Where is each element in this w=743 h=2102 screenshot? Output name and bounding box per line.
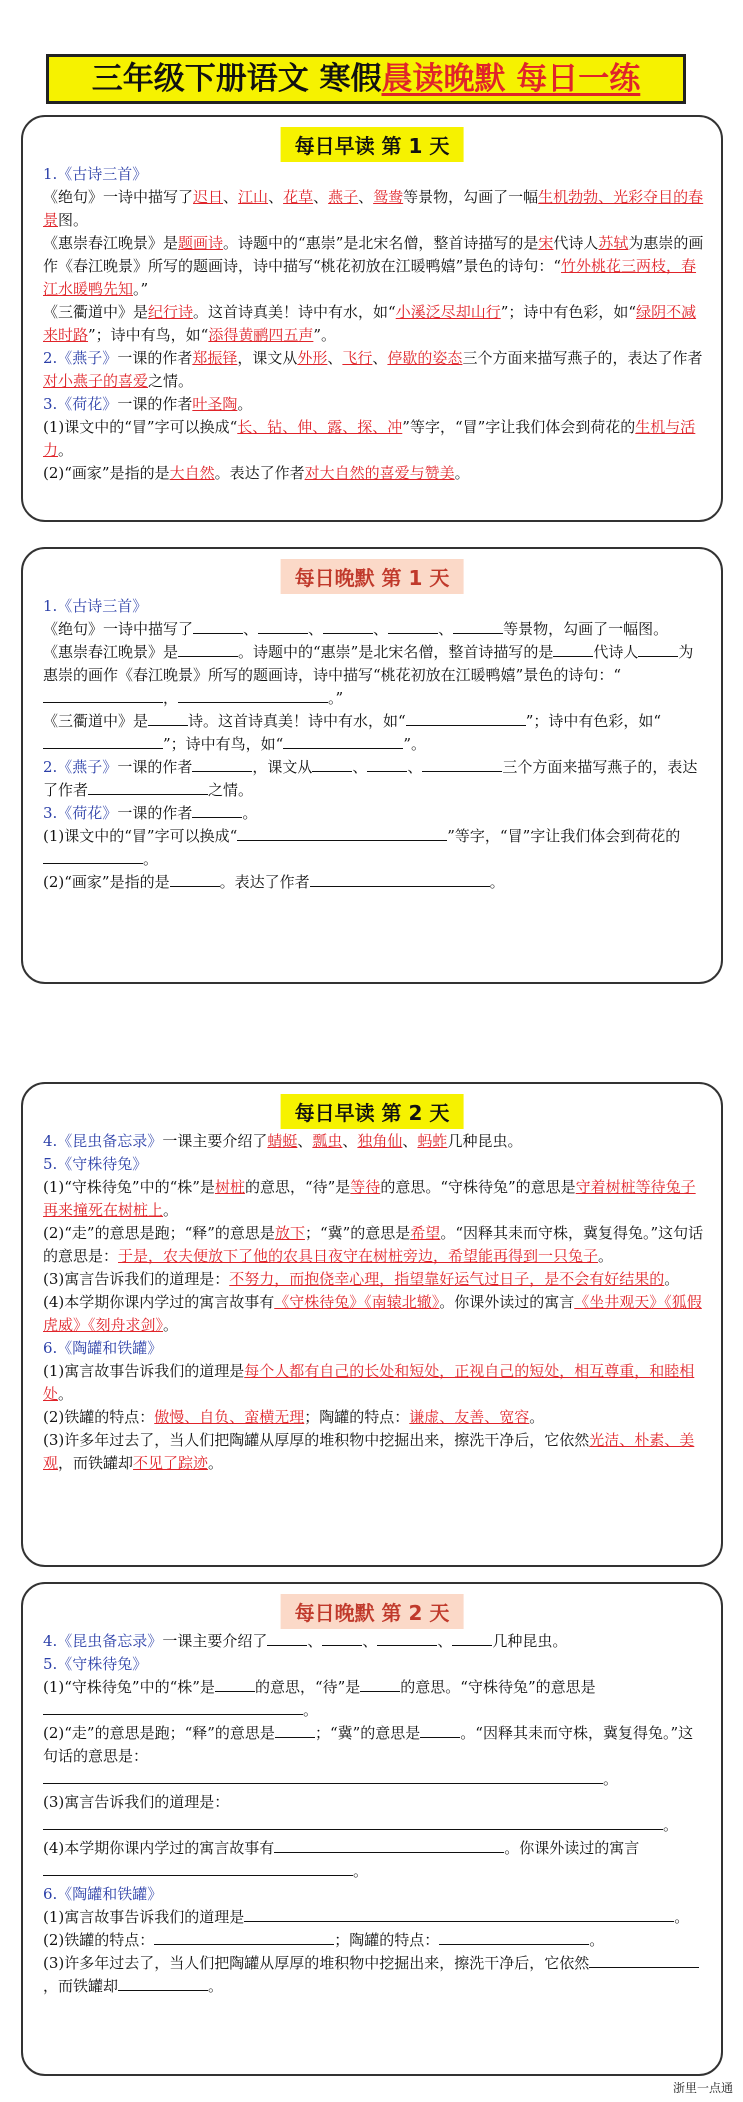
- evening-dictation-day1: [21, 547, 723, 984]
- paragraph: (2)“走”的意思是跑；“释”的意思是放下；“冀”的意思是希望。“因释其耒而守株，冀复得兔。”这句话的意思是：于是，农夫便放下了他的农具日夜守在树桩旁边，希望能再得到一只兔子。: [43, 1224, 704, 1265]
- blank[interactable]: [439, 1929, 589, 1945]
- paragraph: 《三衢道中》是 诗。这首诗真美！诗中有水，如“ ”；诗中有色彩，如“”；诗中有鸟，如“ ”。: [43, 712, 662, 753]
- blank[interactable]: [192, 802, 242, 818]
- paragraph: (2)“走”的意思是跑；“释”的意思是 ；“冀”的意思是 。“因释其耒而守株，冀复得兔。”这句话的意思是：。: [43, 1724, 694, 1788]
- paragraph: 2.《燕子》一课的作者 ，课文从 、 、 三个方面来描写燕子的，表达了作者 之情。: [43, 758, 698, 799]
- paragraph: (2)铁罐的特点：傲慢、自负、蛮横无理；陶罐的特点：谦虚、友善、宽容。: [43, 1408, 545, 1426]
- blank[interactable]: [43, 1768, 603, 1784]
- blank[interactable]: [283, 733, 403, 749]
- paragraph: (2)“画家”是指的是 。表达了作者 。: [43, 873, 505, 891]
- blank[interactable]: [406, 710, 526, 726]
- blank[interactable]: [148, 710, 188, 726]
- blank[interactable]: [310, 871, 490, 887]
- blank[interactable]: [43, 1814, 663, 1830]
- paragraph: 《绝句》一诗中描写了 、 、 、 、 等景物，勾画了一幅图。: [43, 620, 669, 638]
- paragraph: (1)“守株待兔”中的“株”是树桩的意思，“待”是等待的意思。“守株待兔”的意思是守着树桩等待兔子再来撞死在树桩上。: [43, 1178, 696, 1219]
- section-badge: 每日晚默 第 2 天: [281, 1594, 464, 1629]
- morning-reading-day1: [21, 115, 723, 522]
- paragraph: (1)寓言故事告诉我们的道理是 。: [43, 1908, 690, 1926]
- section-heading: 5.《守株待兔》: [43, 1155, 148, 1173]
- blank[interactable]: [88, 779, 208, 795]
- title-highlight: 晨读晚默 每日一练: [381, 61, 641, 97]
- blank[interactable]: [388, 618, 438, 634]
- paragraph: (2)铁罐的特点： ；陶罐的特点： 。: [43, 1931, 605, 1949]
- section-badge: 每日晚默 第 1 天: [281, 559, 464, 594]
- blank[interactable]: [178, 687, 328, 703]
- blank[interactable]: [170, 871, 220, 887]
- paragraph: (3)寓言告诉我们的道理是：不努力，而抱侥幸心理，指望靠好运气过日子，是不会有好结果的。: [43, 1270, 680, 1288]
- paragraph: 《三衢道中》是纪行诗。这首诗真美！诗中有水，如“小溪泛尽却山行”；诗中有色彩，如“绿阴不减来时路”；诗中有鸟，如“添得黄鹂四五声”。: [43, 303, 697, 344]
- blank[interactable]: [215, 1676, 255, 1692]
- blank[interactable]: [193, 618, 243, 634]
- section-heading: 5.《守株待兔》: [43, 1655, 148, 1673]
- blank[interactable]: [43, 687, 163, 703]
- blank[interactable]: [178, 641, 238, 657]
- section-heading: 6.《陶罐和铁罐》: [43, 1885, 163, 1903]
- page-title: [46, 54, 686, 104]
- paragraph: 《绝句》一诗中描写了迟日、江山、花草、燕子、鸳鸯等景物，勾画了一幅生机勃勃、光彩夺目的春景图。: [43, 188, 704, 229]
- paragraph: (3)寓言告诉我们的道理是：。: [43, 1793, 679, 1834]
- footer-watermark: 浙里一点通: [672, 2081, 733, 2095]
- paragraph: 《惠崇春江晚景》是题画诗。诗题中的“惠崇”是北宋名僧，整首诗描写的是宋代诗人苏轼为惠崇的画作《春江晚景》所写的题画诗，诗中描写“桃花初放在江暖鸭嬉”景色的诗句：“竹外桃花三两枝，春江水暖鸭先知。”: [43, 234, 704, 298]
- blank[interactable]: [452, 1630, 492, 1646]
- paragraph: (3)许多年过去了，当人们把陶罐从厚厚的堆积物中挖掘出来，擦洗干净后，它依然光洁、朴素、美观，而铁罐却不见了踪迹。: [43, 1431, 695, 1472]
- section-heading: 1.《古诗三首》: [43, 597, 148, 615]
- blank[interactable]: [267, 1630, 307, 1646]
- blank[interactable]: [118, 1975, 208, 1991]
- blank[interactable]: [275, 1722, 315, 1738]
- paragraph: 《惠崇春江晚景》是 。诗题中的“惠崇”是北宋名僧，整首诗描写的是 代诗人 为惠崇的画作《春江晚景》所写的题画诗，诗中描写“桃花初放在江暖鸭嬉”景色的诗句：“， 。”: [43, 643, 694, 707]
- paragraph: 4.《昆虫备忘录》一课主要介绍了蜻蜓、瓢虫、独角仙、蚂蚱几种昆虫。: [43, 1132, 523, 1150]
- blank[interactable]: [553, 641, 593, 657]
- blank[interactable]: [43, 733, 163, 749]
- blank[interactable]: [258, 618, 308, 634]
- blank[interactable]: [360, 1676, 400, 1692]
- blank[interactable]: [274, 1837, 504, 1853]
- paragraph: (4)本学期你课内学过的寓言故事有《守株待兔》《南辕北辙》。你课外读过的寓言《坐井观天》《狐假虎威》《刻舟求剑》。: [43, 1293, 702, 1334]
- section-heading: 6.《陶罐和铁罐》: [43, 1339, 163, 1357]
- section-badge: 每日早读 第 2 天: [281, 1094, 464, 1129]
- paragraph: 4.《昆虫备忘录》一课主要介绍了 、 、 、 几种昆虫。: [43, 1632, 568, 1650]
- paragraph: (1)课文中的“冒”字可以换成“ ”等字，“冒”字让我们体会到荷花的。: [43, 827, 681, 868]
- blank[interactable]: [323, 618, 373, 634]
- blank[interactable]: [453, 618, 503, 634]
- paragraph: (1)“守株待兔”中的“株”是 的意思，“待”是 的意思。“守株待兔”的意思是。: [43, 1678, 596, 1719]
- paragraph: 3.《荷花》一课的作者 。: [43, 804, 258, 822]
- blank[interactable]: [244, 1906, 674, 1922]
- blank[interactable]: [43, 1699, 303, 1715]
- morning-reading-day2: [21, 1082, 723, 1567]
- section-heading: 1.《古诗三首》: [43, 165, 148, 183]
- blank[interactable]: [638, 641, 678, 657]
- paragraph: (3)许多年过去了，当人们把陶罐从厚厚的堆积物中挖掘出来，擦洗干净后，它依然，而铁罐却 。: [43, 1952, 707, 1998]
- blank[interactable]: [312, 756, 352, 772]
- blank[interactable]: [367, 756, 407, 772]
- blank[interactable]: [43, 848, 143, 864]
- blank[interactable]: [422, 756, 502, 772]
- title-main: 三年级下册语文 寒假: [91, 61, 382, 97]
- blank[interactable]: [322, 1630, 362, 1646]
- blank[interactable]: [377, 1630, 437, 1646]
- evening-dictation-day2: [21, 1582, 723, 2076]
- paragraph: (4)本学期你课内学过的寓言故事有 。你课外读过的寓言。: [43, 1839, 640, 1880]
- blank[interactable]: [192, 756, 252, 772]
- paragraph: (2)“画家”是指的是大自然。表达了作者对大自然的喜爱与赞美。: [43, 464, 470, 482]
- paragraph: (1)寓言故事告诉我们的道理是每个人都有自己的长处和短处，正视自己的短处，相互尊重，和睦相处。: [43, 1362, 695, 1403]
- blank[interactable]: [589, 1952, 699, 1968]
- blank[interactable]: [237, 825, 447, 841]
- paragraph: 2.《燕子》一课的作者郑振铎，课文从外形、飞行、停歇的姿态三个方面来描写燕子的，表达了作者对小燕子的喜爱之情。: [43, 349, 703, 390]
- paragraph: 3.《荷花》一课的作者叶圣陶。: [43, 395, 253, 413]
- blank[interactable]: [154, 1929, 334, 1945]
- section-badge: 每日早读 第 1 天: [281, 127, 464, 162]
- blank[interactable]: [420, 1722, 460, 1738]
- paragraph: (1)课文中的“冒”字可以换成“长、钻、伸、露、探、冲”等字，“冒”字让我们体会到荷花的生机与活力。: [43, 418, 696, 459]
- blank[interactable]: [43, 1860, 353, 1876]
